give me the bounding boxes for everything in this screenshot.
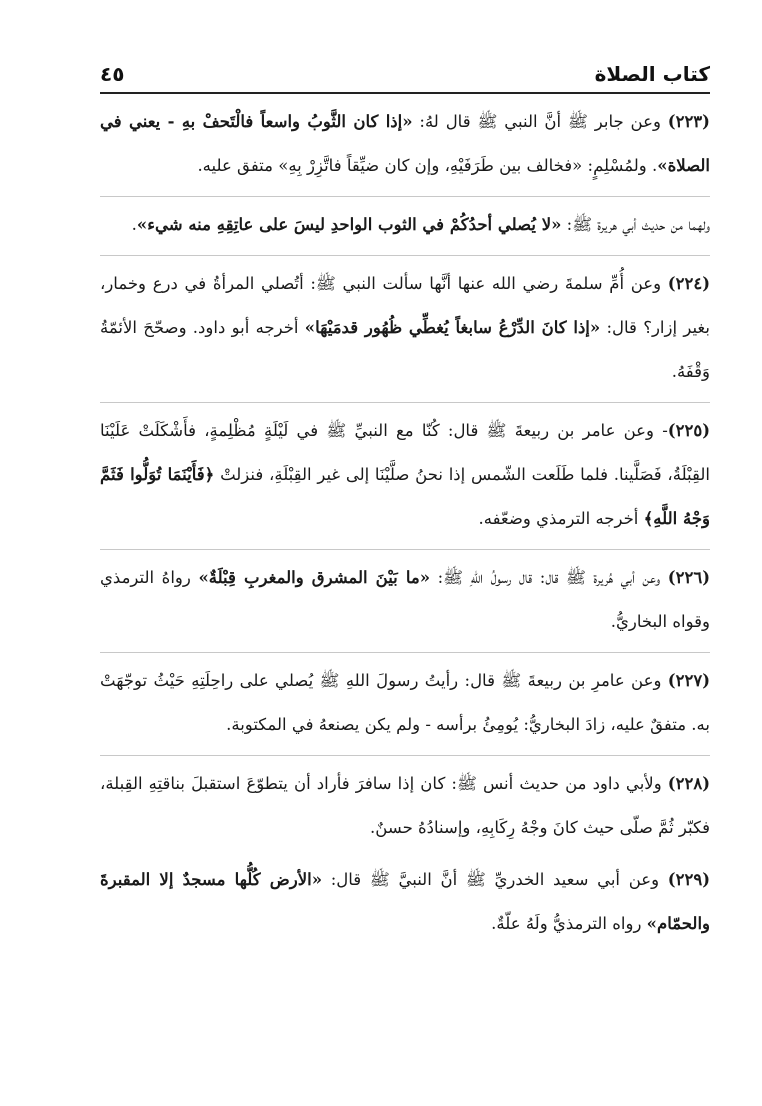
header-rule [100,92,710,94]
hadith-quote: «إذا كان الثَّوبُ واسعاً فالْتَحفْ بهِ - يعني في الصلاة» [100,112,710,175]
chapter-title: كتاب الصلاة [594,62,710,86]
body-text [100,100,710,954]
running-header [100,58,710,90]
page-number: ٤٥ [100,62,125,86]
paragraph-divider [100,652,710,653]
hadith-paragraph: (٢٢٨) ولأبي داود من حديث أنس ﷺ: كان إذا سافرَ فأراد أن يتطوّعَ استقبلَ بناقتِهِ القِبلة، فكبّر ثُمَّ صلّى حيث كانَ وجْهُ رِكَابِهِ، وإسنادُهُ حسنٌ. [100,774,710,837]
hadith-paragraph: (٢٢٩) وعن أبي سعيد الخدريِّ ﷺ أنَّ النبيَّ ﷺ قال: «الأرض كُلُّها مسجدٌ إلا المقبرةَ والحمّام» رواه الترمذيُّ ولَهُ علّةٌ. [100,870,710,933]
hadith-number: (٢٢٧) [667,671,710,690]
hadith-number: (٢٢٨) [667,774,710,793]
hadith-quote: «الأرض كُلُّها مسجدٌ إلا المقبرةَ والحمّام» [100,870,710,933]
hadith-number: (٢٢٥) [667,421,710,440]
hadith-paragraph: ولهما من حديث أبي هريرة ﷺ: «لا يُصلي أحدُكُمْ في الثوب الواحدِ ليسَ على عاتِقِهِ منه شيء». [131,215,710,234]
hadith-paragraph: (٢٢٧) وعن عامرِ بن ربيعةَ ﷺ قال: رأيتُ رسولَ اللهِ ﷺ يُصلي على راحِلَتِهِ حَيْثُ توجّهَتْ به. متفقٌ عليه، زادَ البخاريُّ: يُومِئُ برأسه - ولم يكن يصنعهُ في المكتوبة. [100,671,710,734]
hadith-quote: ﴿فَأَيْنَمَا تُوَلُّوا فَثَمَّ وَجْهُ اللَّهِ﴾ [100,465,710,528]
hadith-paragraph: (٢٢٥)- وعن عامر بن ربيعةَ ﷺ قال: كُنّا مع النبيِّ ﷺ في لَيْلَةٍ مُظْلِمةٍ، فأَشْكَلَتْ عَلَيْنَا القِبْلَةُ، فَصَلَّينا. فلما طَلَعت الشّمس إذا نحنُ صلَّيْنَا إلى غير القِبْلَةِ، فنزلتْ ﴿فَأَيْنَمَا تُوَلُّوا فَثَمَّ وَجْهُ اللَّهِ﴾ أخرجه الترمذي وضعّفه. [100,421,710,528]
paragraph-divider [100,755,710,756]
paragraph-divider [100,255,710,256]
hadith-number: (٢٢٦) [667,568,710,587]
hadith-quote: «لا يُصلي أحدُكُمْ في الثوب الواحدِ ليسَ على عاتِقِهِ منه شيء» [136,215,562,234]
paragraph-divider [100,196,710,197]
hadith-paragraph: (٢٢٣) وعن جابر ﷺ أنَّ النبي ﷺ قال لهُ: «إذا كان الثَّوبُ واسعاً فالْتَحفْ بهِ - يعني في الصلاة». ولمُسْلِمٍ: «فخالف بين طَرَفَيْهِ، وإن كان ضيِّقاً فاتَّزِرْ بِهِ» متفق عليه. [100,112,710,175]
hadith-number: (٢٢٤) [667,274,710,293]
paragraph-divider [100,549,710,550]
paragraph-divider [100,402,710,403]
hadith-quote: «إذا كانَ الدِّرْعُ سابغاً يُغطِّي ظُهُور قدمَيْهَا» [304,318,601,337]
hadith-paragraph: (٢٢٤) وعن أُمِّ سلمةَ رضي الله عنها أنَّها سألت النبي ﷺ: أتُصلي المرأةُ في درع وخمار، بغير إزار؟ قال: «إذا كانَ الدِّرْعُ سابغاً يُغطِّي ظُهُور قدمَيْهَا» أخرجه أبو داود. وصحّحَ الأئمّةُ وَقْفَهُ. [100,274,710,381]
hadith-number: (٢٢٣) [667,112,710,131]
hadith-paragraph: (٢٢٦) وعن أبي هُريرة ﷺ قال: قال رسولُ اللهِ ﷺ: «ما بَيْنَ المشرق والمغربِ قِبْلَةٌ» رواهُ الترمذي وقواه البخاريُّ. [100,568,710,631]
hadith-number: (٢٢٩) [667,870,710,889]
hadith-quote: «ما بَيْنَ المشرق والمغربِ قِبْلَةٌ» [198,568,431,587]
